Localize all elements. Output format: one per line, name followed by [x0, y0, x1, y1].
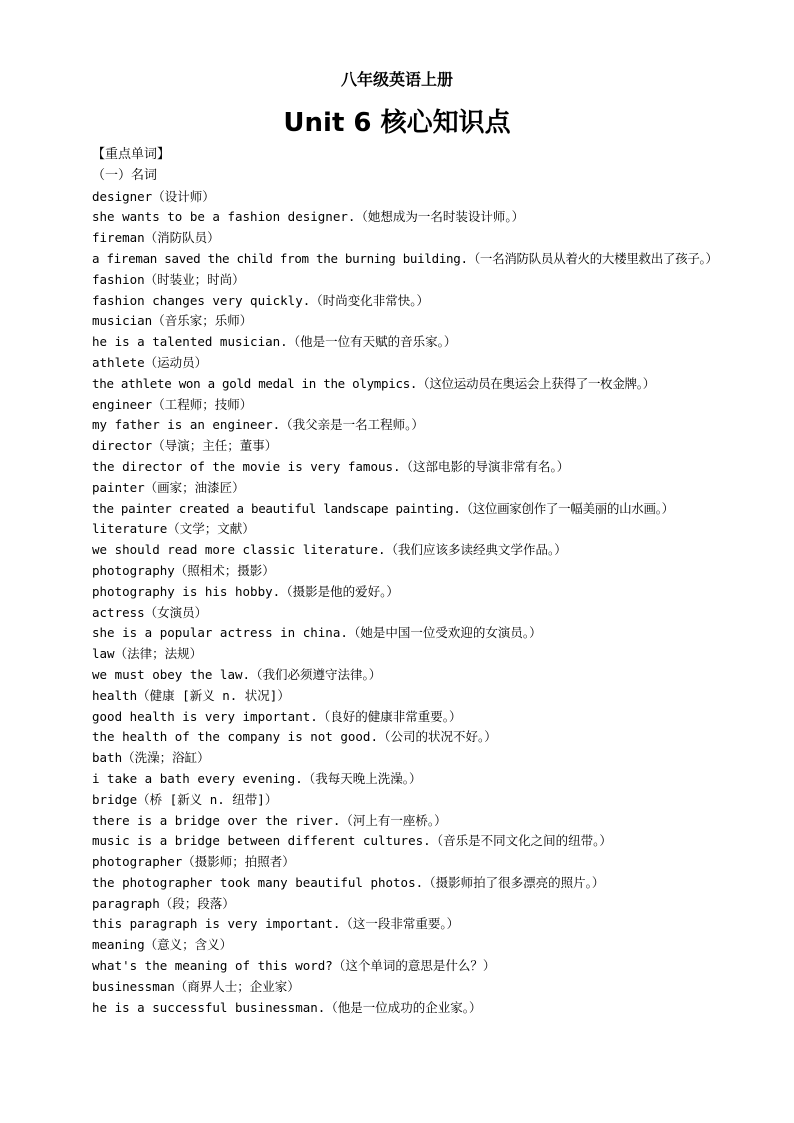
vocab-word: paragraph（段；段落） — [92, 895, 235, 911]
example-sentence: the photographer took many beautiful photos.（摄影师拍了很多漂亮的照片。） — [92, 874, 605, 890]
vocab-word: designer（设计师） — [92, 188, 215, 204]
example-sentence: he is a talented musician.（他是一位有天赋的音乐家。） — [92, 334, 457, 350]
vocab-word: fireman（消防队员） — [92, 230, 220, 246]
vocab-word: health（健康 [新义 n. 状况]） — [92, 687, 290, 703]
example-sentence: the director of the movie is very famous.（这部电影的导演非常有名。） — [92, 458, 570, 474]
example-sentence: she wants to be a fashion designer.（她想成为一名时装设计师。） — [92, 209, 525, 225]
document-title: Unit 6 核心知识点 — [283, 108, 511, 138]
vocab-word: photographer（摄影师；拍照者） — [92, 854, 295, 870]
vocab-word: law（法律；法规） — [92, 646, 203, 662]
vocab-word: athlete（运动员） — [92, 354, 208, 370]
vocab-word: bath（洗澡；浴缸） — [92, 750, 210, 766]
example-sentence: music is a bridge between different cultures.（音乐是不同文化之间的纽带。） — [92, 833, 612, 849]
example-sentence: what's the meaning of this word?（这个单词的意思是什么？） — [92, 958, 496, 974]
example-sentence: my father is an engineer.（我父亲是一名工程师。） — [92, 417, 424, 433]
example-sentence: we should read more classic literature.（我们应该多读经典文学作品。） — [92, 542, 567, 558]
vocab-word: musician（音乐家；乐师） — [92, 313, 253, 329]
vocab-word: businessman（商界人士；企业家） — [92, 978, 300, 994]
vocab-word: meaning（意义；含义） — [92, 937, 233, 953]
example-sentence: the painter created a beautiful landscape painting.（这位画家创作了一幅美丽的山水画。） — [92, 500, 674, 516]
example-sentence: she is a popular actress in china.（她是中国一位受欢迎的女演员。） — [92, 625, 542, 641]
vocab-word: actress（女演员） — [92, 604, 208, 620]
vocab-word: photography（照相术；摄影） — [92, 562, 275, 578]
example-sentence: i take a bath every evening.（我每天晚上洗澡。） — [92, 770, 422, 786]
vocab-word: bridge（桥 [新义 n. 纽带]） — [92, 791, 278, 807]
vocab-word: director（导演；主任；董事） — [92, 438, 278, 454]
document-body — [60, 145, 740, 1018]
vocab-word: literature（文学；文献） — [92, 521, 255, 537]
example-sentence: this paragraph is very important.（这一段非常重要。） — [92, 916, 460, 932]
example-sentence: good health is very important.（良好的健康非常重要。） — [92, 708, 462, 724]
example-sentence: he is a successful businessman.（他是一位成功的企业家。） — [92, 999, 482, 1015]
example-sentence: the athlete won a gold medal in the olympics.（这位运动员在奥运会上获得了一枚金牌。） — [92, 375, 655, 391]
vocab-word: fashion（时装业；时尚） — [92, 271, 245, 287]
example-sentence: fashion changes very quickly.（时尚变化非常快。） — [92, 292, 429, 308]
vocab-word: painter（画家；油漆匠） — [92, 479, 245, 495]
document-subtitle: 八年级英语上册 — [340, 70, 453, 89]
subsection-heading: （一）名词 — [92, 167, 158, 183]
example-sentence: a fireman saved the child from the burning building.（一名消防队员从着火的大楼里救出了孩子。） — [92, 250, 718, 266]
example-sentence: the health of the company is not good.（公司的状况不好。） — [92, 729, 497, 745]
vocab-word: engineer（工程师；技师） — [92, 396, 253, 412]
example-sentence: we must obey the law.（我们必须遵守法律。） — [92, 666, 382, 682]
section-heading: 【重点单词】 — [92, 147, 171, 162]
example-sentence: photography is his hobby.（摄影是他的爱好。） — [92, 583, 399, 599]
example-sentence: there is a bridge over the river.（河上有一座桥。） — [92, 812, 447, 828]
